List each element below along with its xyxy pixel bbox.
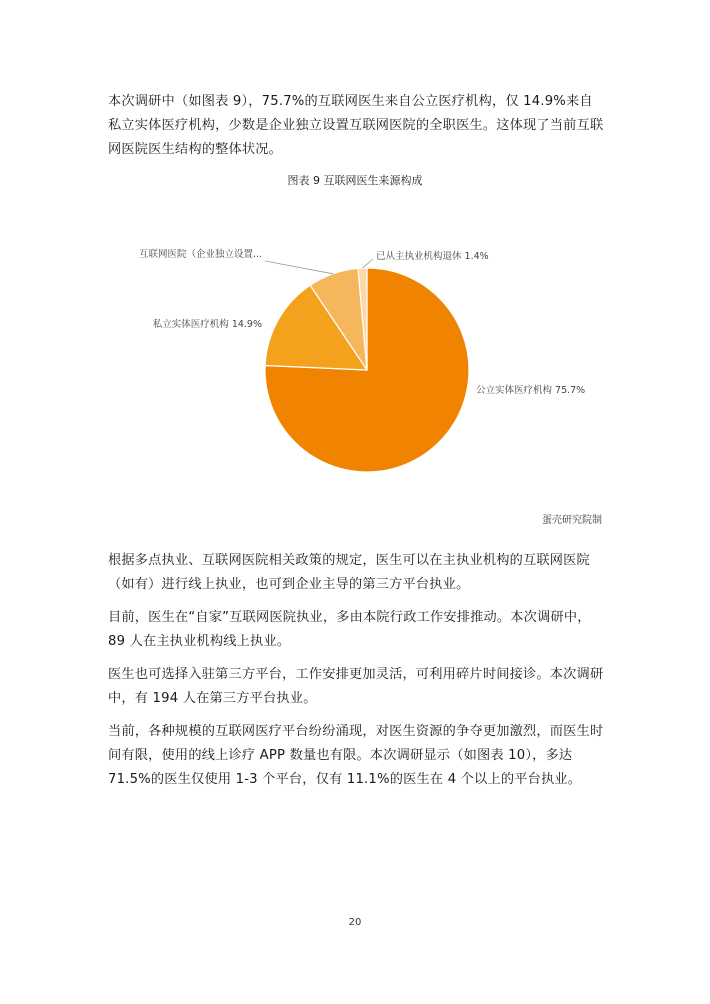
slice-label: 已从主执业机构退休 1.4% (376, 251, 489, 262)
intro-paragraph: 本次调研中（如图表 9），75.7%的互联网医生来自公立医疗机构，仅 14.9%来自私立实体医疗机构，少数是企业独立设置互联网医院的全职医生。这体现了当前互联网医院医生结构的整体状况。 (108, 94, 604, 157)
page-number: 20 (348, 917, 362, 928)
chart-source: 蛋壳研究院制 (542, 515, 602, 526)
chart-title: 图表 9 互联网医生来源构成 (287, 174, 423, 187)
third-party-paragraph: 医生也可选择入驻第三方平台，工作安排更加灵活，可利用碎片时间接诊。本次调研中，有 194 人在第三方平台执业。 (108, 667, 604, 706)
slice-label: 公立实体医疗机构 75.7% (476, 385, 586, 396)
leader-line (363, 259, 373, 268)
own-hospital-paragraph: 目前，医生在“自家”互联网医院执业，多由本院行政工作安排推动。本次调研中，89 人在主执业机构线上执业。 (108, 610, 591, 649)
slice-label: 私立实体医疗机构 14.9% (152, 319, 262, 330)
platform-count-paragraph: 当前，各种规模的互联网医疗平台纷纷涌现，对医生资源的争夺更加激烈，而医生时间有限，使用的线上诊疗 APP 数量也有限。本次调研显示（如图表 10），多达 71.5%的医生仅使用 1-3 个平台，仅有 11.1%的医生在 4 个以上的平台执业。 (108, 724, 604, 787)
leader-line (265, 261, 333, 274)
policy-paragraph: 根据多点执业、互联网医院相关政策的规定，医生可以在主执业机构的互联网医院（如有）进行线上执业，也可到企业主导的第三方平台执业。 (108, 553, 590, 592)
slice-label: 互联网医院（企业独立设置... (138, 249, 262, 260)
